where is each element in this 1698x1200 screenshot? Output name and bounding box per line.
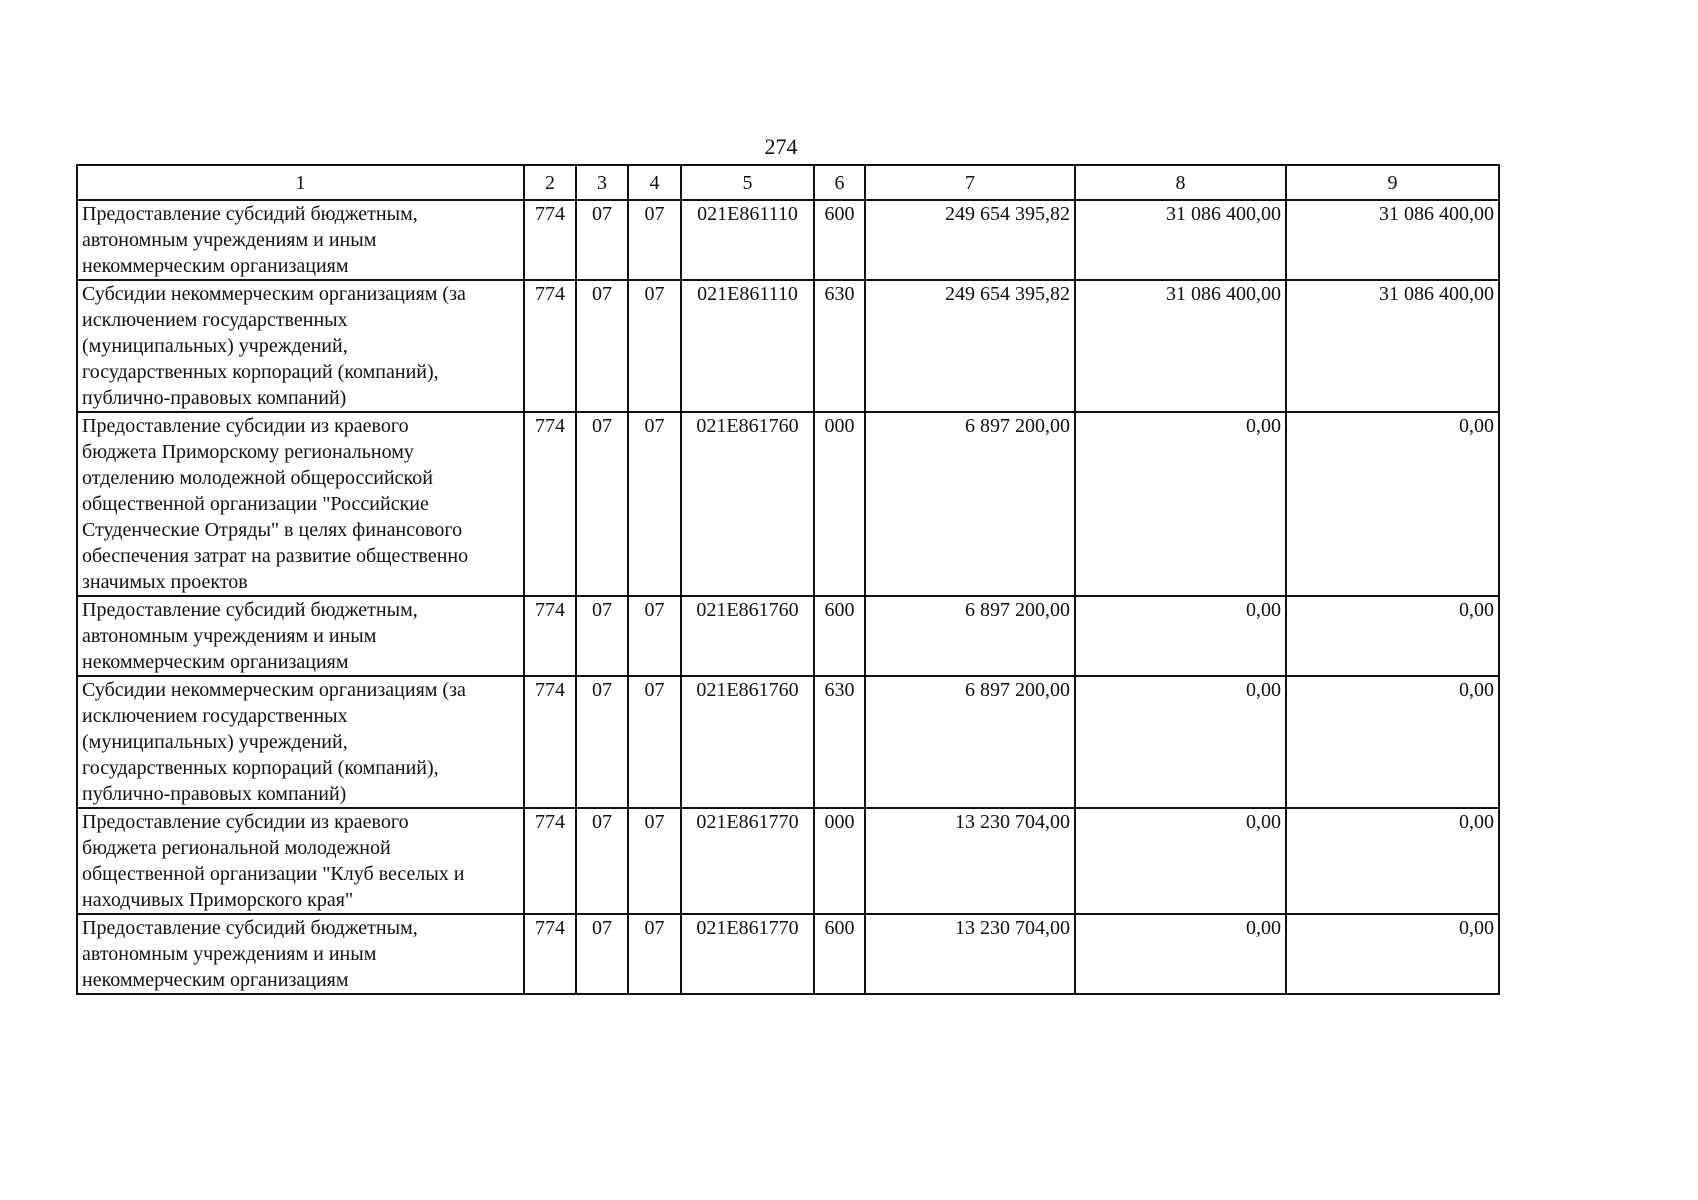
column-header: 7	[865, 165, 1075, 200]
page-number: 274	[764, 134, 798, 159]
target-article-code: 021E861110	[681, 280, 814, 412]
amount-col9: 0,00	[1286, 596, 1499, 676]
expense-type-code: 000	[814, 808, 865, 914]
table-row	[77, 280, 1499, 412]
subsection-code: 07	[628, 596, 681, 676]
row-name: Предоставление субсидий бюджетным, автономным учреждениям и иным некоммерческим организациям	[77, 596, 524, 676]
column-header: 9	[1286, 165, 1499, 200]
amount-col9: 31 086 400,00	[1286, 280, 1499, 412]
target-article-code: 021E861770	[681, 914, 814, 994]
amount-col7: 6 897 200,00	[865, 596, 1075, 676]
amount-col8: 0,00	[1075, 596, 1286, 676]
ministry-code: 774	[524, 914, 576, 994]
table-row	[77, 808, 1499, 914]
column-header: 8	[1075, 165, 1286, 200]
table-row	[77, 914, 1499, 994]
target-article-code: 021E861110	[681, 200, 814, 280]
ministry-code: 774	[524, 412, 576, 596]
section-code: 07	[576, 914, 628, 994]
amount-col8: 0,00	[1075, 808, 1286, 914]
amount-col8: 0,00	[1075, 914, 1286, 994]
target-article-code: 021E861760	[681, 676, 814, 808]
amount-col7: 13 230 704,00	[865, 808, 1075, 914]
subsection-code: 07	[628, 412, 681, 596]
column-header: 5	[681, 165, 814, 200]
amount-col7: 6 897 200,00	[865, 676, 1075, 808]
header-row	[77, 165, 1499, 200]
subsection-code: 07	[628, 200, 681, 280]
ministry-code: 774	[524, 808, 576, 914]
ministry-code: 774	[524, 280, 576, 412]
section-code: 07	[576, 280, 628, 412]
section-code: 07	[576, 808, 628, 914]
budget-table	[76, 164, 1500, 995]
subsection-code: 07	[628, 280, 681, 412]
ministry-code: 774	[524, 676, 576, 808]
section-code: 07	[576, 676, 628, 808]
amount-col9: 0,00	[1286, 676, 1499, 808]
column-header: 6	[814, 165, 865, 200]
expense-type-code: 600	[814, 596, 865, 676]
amount-col7: 249 654 395,82	[865, 280, 1075, 412]
amount-col9: 0,00	[1286, 808, 1499, 914]
subsection-code: 07	[628, 914, 681, 994]
amount-col7: 13 230 704,00	[865, 914, 1075, 994]
column-header: 1	[77, 165, 524, 200]
ministry-code: 774	[524, 200, 576, 280]
section-code: 07	[576, 412, 628, 596]
row-name: Субсидии некоммерческим организациям (за исключением государственных (муниципальных) учреждений, государственных корпораций (компаний), публично-правовых компаний)	[77, 676, 524, 808]
target-article-code: 021E861760	[681, 412, 814, 596]
amount-col8: 0,00	[1075, 676, 1286, 808]
subsection-code: 07	[628, 808, 681, 914]
amount-col9: 0,00	[1286, 412, 1499, 596]
column-header: 4	[628, 165, 681, 200]
row-name: Предоставление субсидии из краевого бюджета Приморскому региональному отделению молодежной общероссийской общественной организации "Российские Студенческие Отряды" в целях финансового обеспечения затрат на развитие общественно значимых проектов	[77, 412, 524, 596]
section-code: 07	[576, 596, 628, 676]
expense-type-code: 000	[814, 412, 865, 596]
amount-col8: 31 086 400,00	[1075, 200, 1286, 280]
amount-col8: 31 086 400,00	[1075, 280, 1286, 412]
target-article-code: 021E861770	[681, 808, 814, 914]
row-name: Предоставление субсидий бюджетным, автономным учреждениям и иным некоммерческим организациям	[77, 914, 524, 994]
row-name: Предоставление субсидии из краевого бюджета региональной молодежной общественной организации "Клуб веселых и находчивых Приморского края"	[77, 808, 524, 914]
expense-type-code: 630	[814, 676, 865, 808]
amount-col7: 249 654 395,82	[865, 200, 1075, 280]
amount-col9: 0,00	[1286, 914, 1499, 994]
amount-col7: 6 897 200,00	[865, 412, 1075, 596]
expense-type-code: 630	[814, 280, 865, 412]
table-row	[77, 412, 1499, 596]
section-code: 07	[576, 200, 628, 280]
ministry-code: 774	[524, 596, 576, 676]
column-header: 2	[524, 165, 576, 200]
table-row	[77, 596, 1499, 676]
table-row	[77, 200, 1499, 280]
amount-col8: 0,00	[1075, 412, 1286, 596]
expense-type-code: 600	[814, 200, 865, 280]
row-name: Предоставление субсидий бюджетным, автономным учреждениям и иным некоммерческим организациям	[77, 200, 524, 280]
table-row	[77, 676, 1499, 808]
expense-type-code: 600	[814, 914, 865, 994]
subsection-code: 07	[628, 676, 681, 808]
row-name: Субсидии некоммерческим организациям (за исключением государственных (муниципальных) учреждений, государственных корпораций (компаний), публично-правовых компаний)	[77, 280, 524, 412]
column-header: 3	[576, 165, 628, 200]
amount-col9: 31 086 400,00	[1286, 200, 1499, 280]
target-article-code: 021E861760	[681, 596, 814, 676]
